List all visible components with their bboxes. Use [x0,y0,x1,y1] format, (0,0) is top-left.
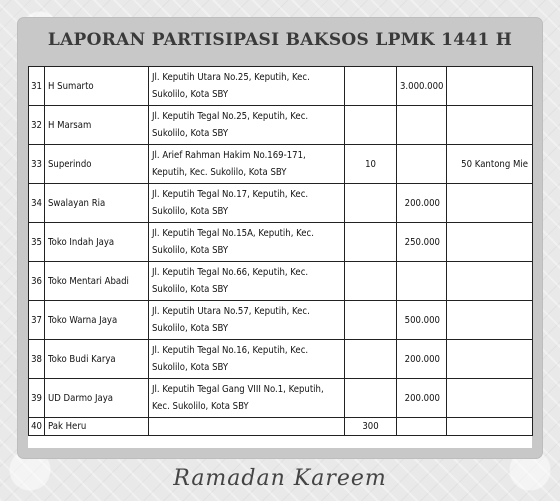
row-number: 35 [29,223,45,262]
amount-cell [397,106,447,145]
donation-item-cell [447,106,533,145]
amount-cell [397,145,447,184]
participant-address: Jl. Arief Rahman Hakim No.169-171, Keputih, Kec. Sukolilo, Kota SBY [149,145,345,184]
table-row [29,262,533,301]
quantity-cell [345,379,397,418]
participant-address: Jl. Keputih Tegal Gang VIII No.1, Keputih, Kec. Sukolilo, Kota SBY [149,379,345,418]
amount-cell: 3.000.000 [397,67,447,106]
table-row [29,184,533,223]
amount-cell [397,418,447,436]
participant-address: Jl. Keputih Tegal No.25, Keputih, Kec. Sukolilo, Kota SBY [149,106,345,145]
amount-cell: 200.000 [397,184,447,223]
participant-address: Jl. Keputih Utara No.25, Keputih, Kec. Sukolilo, Kota SBY [149,67,345,106]
table-row [29,340,533,379]
participant-name: Superindo [45,145,149,184]
row-number: 31 [29,67,45,106]
quantity-cell [345,223,397,262]
row-number: 33 [29,145,45,184]
row-number: 34 [29,184,45,223]
donation-item-cell [447,301,533,340]
donation-item-cell [447,262,533,301]
participant-name: Pak Heru [45,418,149,436]
table-row [29,106,533,145]
donation-item-cell [447,340,533,379]
quantity-cell: 300 [345,418,397,436]
page-title: LAPORAN PARTISIPASI BAKSOS LPMK 1441 H [47,30,513,50]
participation-table-container [28,66,532,448]
quantity-cell [345,301,397,340]
participant-address: Jl. Keputih Tegal No.15A, Keputih, Kec. Sukolilo, Kota SBY [149,223,345,262]
table-row [29,67,533,106]
ramadan-kareem-footer: Ramadan Kareem [173,466,387,491]
participant-name: Toko Mentari Abadi [45,262,149,301]
participation-table [28,66,533,436]
donation-item-cell [447,379,533,418]
table-row [29,301,533,340]
participant-address: Jl. Keputih Tegal No.16, Keputih, Kec. Sukolilo, Kota SBY [149,340,345,379]
quantity-cell [345,184,397,223]
participant-name: Toko Indah Jaya [45,223,149,262]
amount-cell: 200.000 [397,340,447,379]
amount-cell [397,262,447,301]
participant-name: Swalayan Ria [45,184,149,223]
participant-name: Toko Warna Jaya [45,301,149,340]
table-row [29,223,533,262]
participant-address [149,418,345,436]
quantity-cell [345,67,397,106]
donation-item-cell [447,223,533,262]
row-number: 39 [29,379,45,418]
participant-address: Jl. Keputih Tegal No.17, Keputih, Kec. Sukolilo, Kota SBY [149,184,345,223]
participant-address: Jl. Keputih Tegal No.66, Keputih, Kec. Sukolilo, Kota SBY [149,262,345,301]
table-row [29,379,533,418]
participant-name: H Marsam [45,106,149,145]
quantity-cell: 10 [345,145,397,184]
amount-cell: 500.000 [397,301,447,340]
row-number: 40 [29,418,45,436]
participant-name: Toko Budi Karya [45,340,149,379]
row-number: 38 [29,340,45,379]
amount-cell: 250.000 [397,223,447,262]
table-row [29,418,533,436]
donation-item-cell [447,184,533,223]
participant-name: UD Darmo Jaya [45,379,149,418]
quantity-cell [345,106,397,145]
row-number: 36 [29,262,45,301]
row-number: 32 [29,106,45,145]
quantity-cell [345,262,397,301]
participant-name: H Sumarto [45,67,149,106]
participant-address: Jl. Keputih Utara No.57, Keputih, Kec. Sukolilo, Kota SBY [149,301,345,340]
donation-item-cell: 50 Kantong Mie [447,145,533,184]
quantity-cell [345,340,397,379]
row-number: 37 [29,301,45,340]
amount-cell: 200.000 [397,379,447,418]
donation-item-cell [447,418,533,436]
table-row [29,145,533,184]
donation-item-cell [447,67,533,106]
